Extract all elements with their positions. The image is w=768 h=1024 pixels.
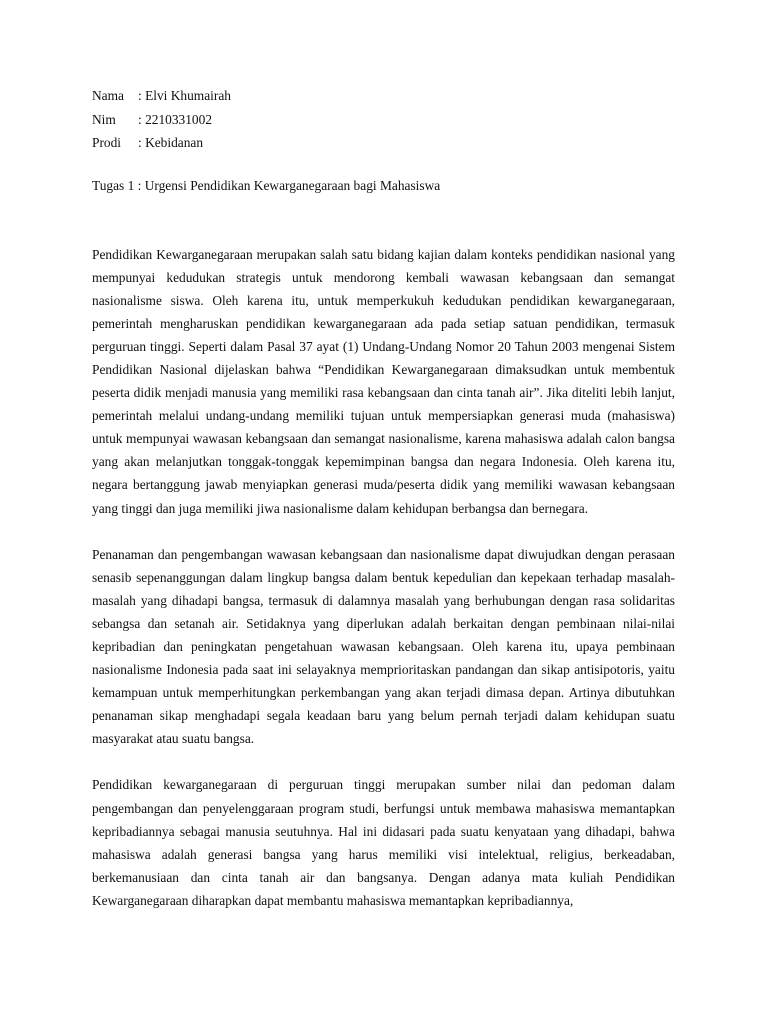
name-label: Nama xyxy=(92,88,124,103)
name-row xyxy=(92,84,675,108)
prodi-value: : Kebidanan xyxy=(138,135,204,150)
paragraph-2: Penanaman dan pengembangan wawasan kebangsaan dan nasionalisme dapat diwujudkan dengan perasaan senasib sepenanggungan dalam lingkup bangsa dalam bentuk kepedulian dan kepekaan terhadap masalah-masalah yang dihadapi bangsa, termasuk di dalamnya masalah yang berhubungan dengan rasa solidaritas sebangsa dan setanah air. Setidaknya yang diperlukan adalah berkaitan dengan pembinaan nilai-nilai kepribadian dan peningkatan pengetahuan wawasan kebangsaan. Oleh karena itu, upaya pembinaan nasionalisme Indonesia pada saat ini selayaknya memprioritaskan pandangan dan sikap antisipotoris, yaitu kemampuan untuk memperhitungkan perkembangan yang akan terjadi dimasa depan. Artinya dibutuhkan penanaman sikap menghadapi segala keadaan baru yang belum pernah terjadi dalam kehidupan suatu masyarakat atau suatu bangsa. xyxy=(92,546,675,747)
prodi-row xyxy=(92,131,675,155)
paragraph-3: Pendidikan kewarganegaraan di perguruan tinggi merupakan sumber nilai dan pedoman dalam pengembangan dan penyelenggaraan program studi, berfungsi untuk membawa mahasiswa memantapkan kepribadiannya sebagai manusia seutuhnya. Hal ini didasari pada suatu kenyataan yang dihadapi, bahwa mahasiswa adalah generasi bangsa yang harus memiliki visi intelektual, religius, berkeadaban, berkemanusiaan dan cinta tanah air dan bangsanya. Dengan adanya mata kuliah Pendidikan Kewarganegaraan diharapkan dapat membantu mahasiswa memantapkan kepribadiannya, xyxy=(92,777,675,908)
prodi-label: Prodi xyxy=(92,135,122,150)
nim-value: : 2210331002 xyxy=(138,111,213,127)
name-value: : Elvi Khumairah xyxy=(138,88,231,103)
document-page xyxy=(92,84,675,912)
nim-row xyxy=(92,108,675,132)
student-info xyxy=(92,84,675,155)
paragraph-1: Pendidikan Kewarganegaraan merupakan salah satu bidang kajian dalam konteks pendidikan nasional yang mempunyai kedudukan strategis untuk mendorong kembali wawasan kebangsaan dan semangat nasionalisme siswa. Oleh karena itu, untuk memperkukuh kedudukan pendidikan kewarganegaraan, pemerintah mengharuskan pendidikan kewarganegaraan ada pada setiap satuan pendidikan, termasuk perguruan tinggi. Seperti dalam Pasal 37 ayat (1) Undang-Undang Nomor 20 Tahun 2003 mengenai Sistem Pendidikan Nasional dijelaskan bahwa “Pendidikan Kewarganegaraan dimaksudkan untuk membentuk peserta didik menjadi manusia yang memiliki rasa kebangsaan dan cinta tanah air”. Jika diteliti lebih lanjut, pemerintah melalui undang-undang memiliki tujuan untuk mempersiapkan generasi muda (mahasiswa) untuk mempunyai wawasan kebangsaan dan semangat nasionalisme, karena mahasiswa adalah calon bangsa yang akan melanjutkan tonggak-tonggak kepemimpinan bangsa dan negara Indonesia. Oleh karena itu, negara bertanggung jawab menyiapkan generasi muda/peserta didik yang memiliki wawasan kebangsaan yang tinggi dan juga memiliki jiwa nasionalisme dalam kehidupan berbangsa dan bernegara. xyxy=(92,246,675,516)
task-title: Tugas 1 : Urgensi Pendidikan Kewarganegaraan bagi Mahasiswa xyxy=(92,177,441,193)
nim-label: Nim xyxy=(92,111,116,127)
